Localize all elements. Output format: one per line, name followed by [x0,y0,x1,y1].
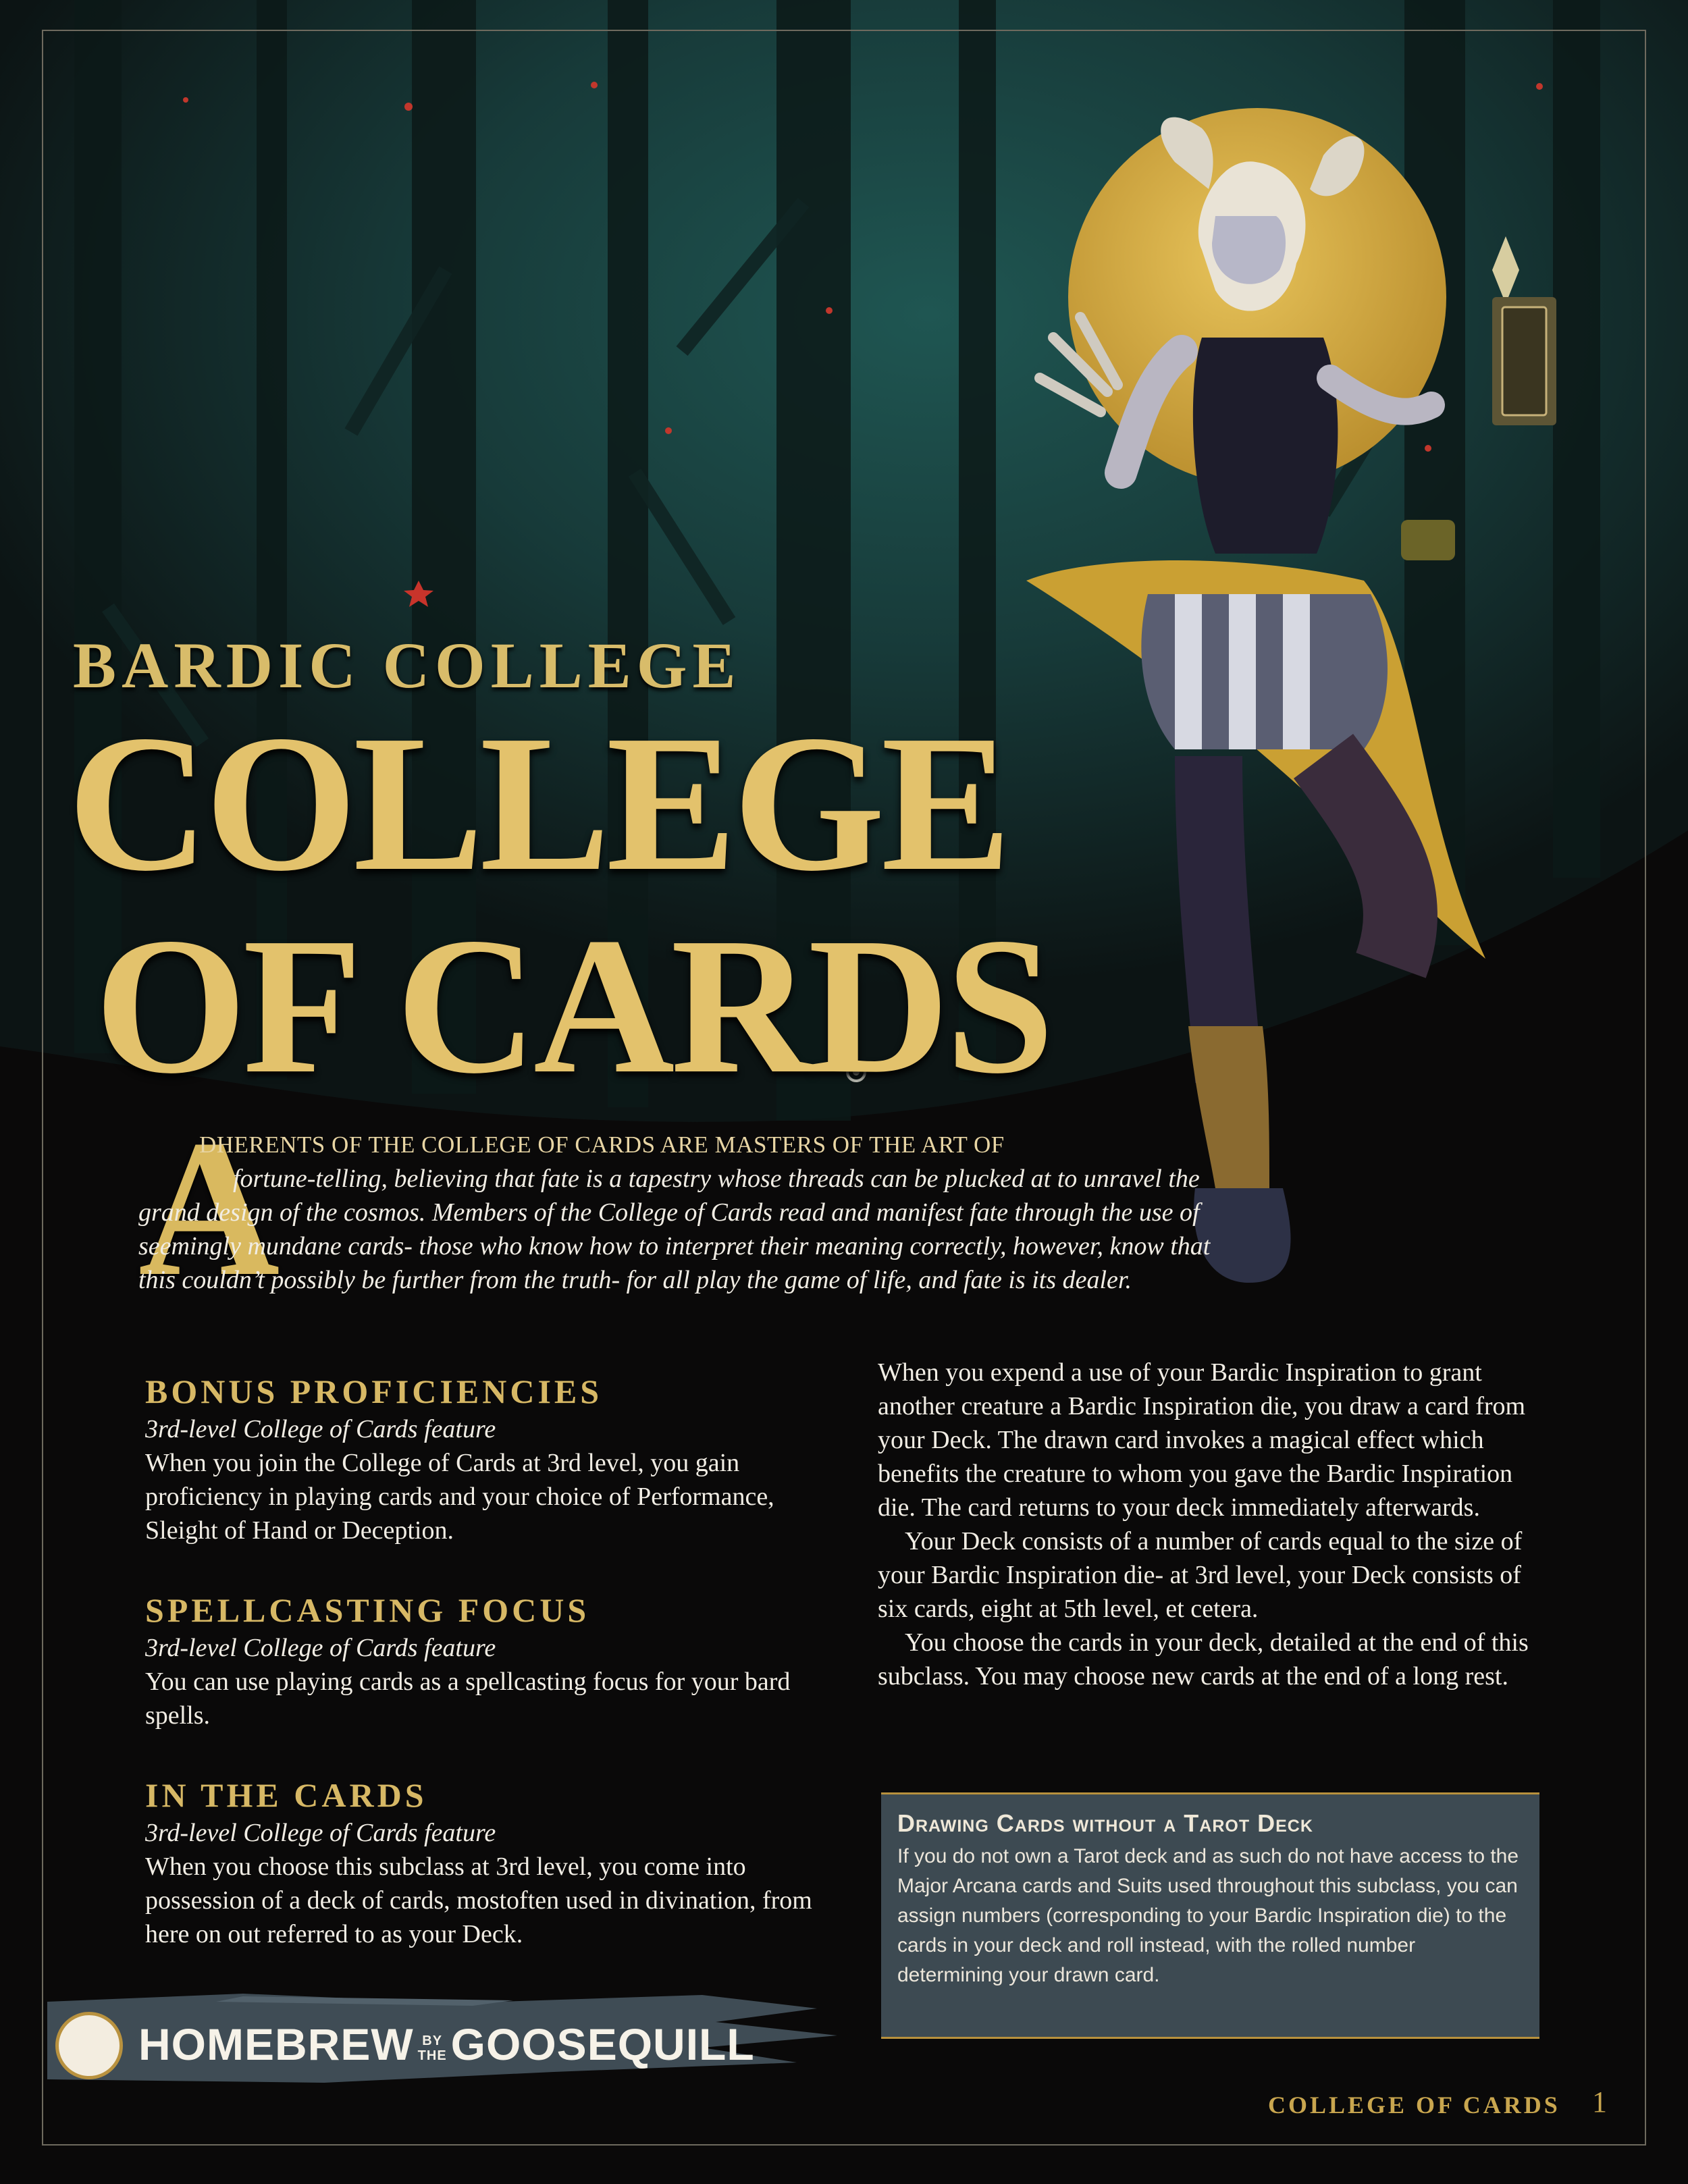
page-number: 1 [1592,2085,1607,2119]
intro-lead: DHERENTS OF THE COLLEGE OF CARDS ARE MASTERS OF THE ART OF [199,1131,1005,1158]
section-spellcasting-focus [145,1589,820,1732]
running-footer: COLLEGE OF CARDS [1268,2092,1560,2119]
section-subtitle: 3rd-level College of Cards feature [145,1819,496,1847]
goose-quill-logo-icon [55,2012,123,2079]
section-body: When you choose this subclass at 3rd level, you come into possession of a deck of cards, mostoften used in divination, from here on out referred to as your Deck. [145,1853,812,1948]
section-title: IN THE CARDS [145,1776,427,1814]
brand-by: BY [422,2033,443,2048]
section-subtitle: 3rd-level College of Cards feature [145,1415,496,1443]
brand-left: HOMEBREW [138,2019,414,2069]
right-paragraph-2: Your Deck consists of a number of cards equal to the size of your Bardic Inspiration die- at 3rd level, your Deck consists of six cards, eight at 5th level, et cetera. [878,1527,1523,1623]
brand-wordmark [138,2017,755,2071]
brand-by-the [418,2033,447,2063]
sidebar-box [881,1792,1539,2039]
brand-the: THE [417,2048,447,2063]
sidebar-title: Drawing Cards without a Tarot Deck [897,1809,1313,1837]
right-paragraph-3: You choose the cards in your deck, detailed at the end of this subclass. You may choose new cards at the end of a long rest. [878,1628,1529,1690]
section-title: SPELLCASTING FOCUS [145,1591,590,1629]
left-column [145,1370,820,1993]
section-body: You can use playing cards as a spellcasting focus for your bard spells. [145,1668,791,1730]
sidebar-body: If you do not own a Tarot deck and as such do not have access to the Major Arcana cards and Suits used throughout this subclass, you can assign numbers (corresponding to your Bardic Inspiration die) to the cards in your deck and roll instead, with the rolled number determining your drawn card. [897,1845,1519,1986]
intro-drop-cap: A [138,1100,280,1316]
section-title: BONUS PROFICIENCIES [145,1373,603,1410]
section-in-the-cards [145,1774,820,1951]
brand-right: GOOSEQUILL [450,2019,755,2069]
section-body: When you join the College of Cards at 3rd level, you gain proficiency in playing cards and your choice of Performance, Sleight of Hand or Deception. [145,1449,774,1545]
subclass-kicker: BARDIC COLLEGE [73,629,741,701]
right-paragraph-1: When you expend a use of your Bardic Inspiration to grant another creature a Bardic Inspiration die, you draw a card from your Deck. The drawn card invokes a magical effect which benefits the creature to whom you gave the Bardic Inspiration die. The card returns to your deck immediately afterwards. [878,1358,1526,1522]
intro-paragraph [138,1127,1246,1297]
intro-text: fortune-telling, believing that fate is a tapestry whose threads can be plucked at to unravel the grand design of the cosmos. Members of the College of Cards read and manifest fate through the use of seemingly mundane cards- those who know how to interpret their meaning correctly, however, know that this couldn’t possibly be further from the truth- for all play the game of life, and fate is its dealer. [138,1165,1211,1294]
page-title [68,695,1148,1114]
section-subtitle: 3rd-level College of Cards feature [145,1634,496,1662]
title-line-1: COLLEGE [68,695,1008,911]
right-column [878,1356,1539,1693]
section-bonus-proficiencies [145,1370,820,1547]
title-line-2: OF CARDS [95,897,1051,1114]
